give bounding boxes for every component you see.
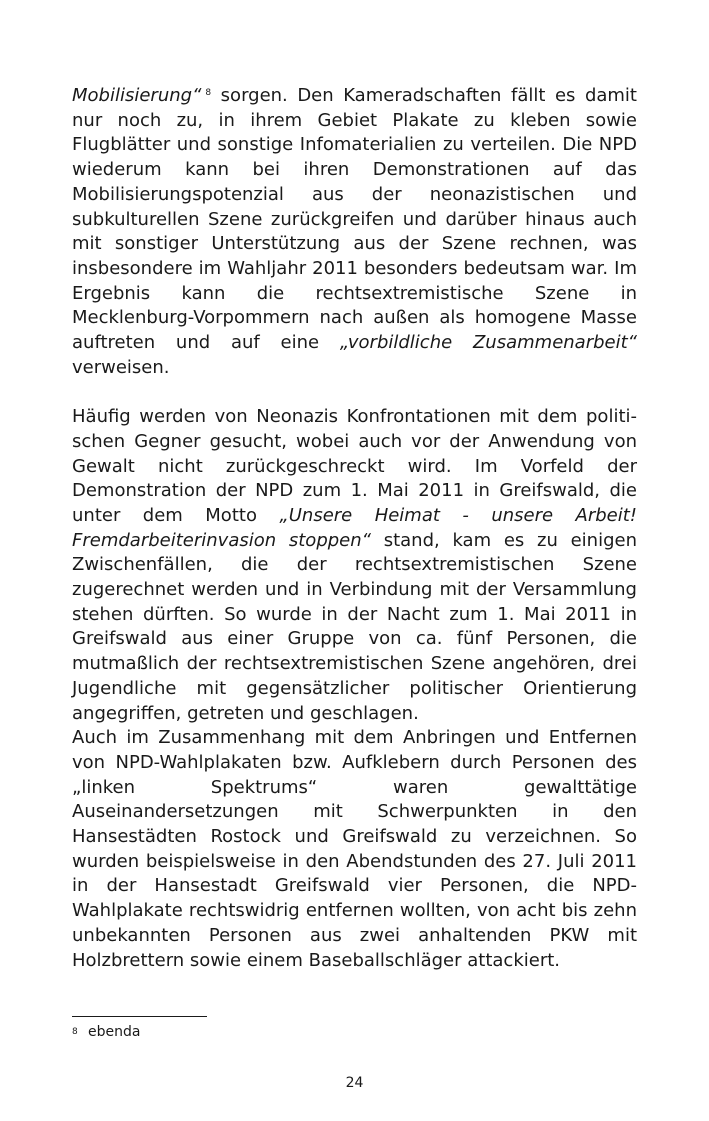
paragraph-text-continued: stand, kam es zu einigen Zwischenfällen, die der rechtsextremistischen Szene zugerechnet werden und in Verbindung mit der Versammlung stehen dürften. So wurde in der Nacht zum 1. Mai 2011 in Greifswald aus einer Gruppe von ca. fünf Personen, die mutmaßlich der rechtsextremistischen Szene angehören, drei Jugendliche mit gegensätzlicher politischer Orientierung angegriffen, getreten und geschlagen.	[72, 529, 637, 724]
page-body	[72, 84, 637, 973]
paragraph-text: Auch im Zusammenhang mit dem Anbringen und Entfernen von NPD-Wahlplakaten bzw. Aufklebern durch Personen des „linken Spektrums“ waren gewalttätige Auseinandersetzungen mit Schwerpunkten in den Hansestädten Rostock und Greifswald zu verzeichnen. So wurden beispielsweise in den Abendstunden des 27. Juli 2011 in der Hansestadt Greifswald vier Personen, die NPD-Wahlplakate rechtswidrig entfernen wollten, von acht bis zehn unbekannten Personen aus zwei anhaltenden PKW mit Holzbrettern sowie einem Baseballschläger attackiert.	[72, 727, 637, 971]
paragraph-text: Häufig werden von Neonazis Konfrontationen mit dem politischen Gegner gesucht, wobei auch vor der Anwendung von Gewalt nicht zurückgeschreckt wird. Im Vorfeld der Demonstration der NPD zum 1. Mai 2011 in Greifswald, die unter dem Motto	[72, 406, 637, 526]
footnote-reference[interactable]: 8	[205, 88, 212, 98]
page-number: 24	[345, 1075, 364, 1091]
paragraph-konfrontationen	[72, 405, 637, 726]
paragraph-spacer	[72, 380, 637, 405]
italic-motto: „Unsere Heimat - unsere Arbeit! Fremdarbeiterinvasion stoppen“	[72, 504, 637, 551]
footnote-number: 8	[72, 1027, 78, 1037]
paragraph-text-end: verweisen.	[72, 356, 170, 378]
footnote	[72, 1022, 637, 1042]
italic-term: Mobilisierung“	[72, 85, 202, 106]
paragraph-wahlplakate	[72, 726, 637, 973]
footnote-text: ebenda	[88, 1024, 141, 1040]
paragraph-text: sorgen. Den Kameradschaften fällt es damit nur noch zu, in ihrem Gebiet Plakate zu kleben sowie Flugblätter und sonstige Infomaterialien zu verteilen. Die NPD wiederum kann bei ihren Demonstrationen auf das Mobilisierungspotenzial aus der neonazistischen und subkulturellen Szene zurückgreifen und darüber hinaus auch mit sonstiger Unterstützung aus der Szene rechnen, was insbesondere im Wahljahr 2011 besonders bedeutsam war. Im Ergebnis kann die rechtsextremistische Szene in Mecklenburg-Vorpommern nach außen als homogene Masse auftreten und auf eine	[72, 85, 637, 354]
footnote-divider	[72, 1016, 207, 1017]
italic-quote: „vorbildliche Zusammenarbeit“	[339, 332, 637, 354]
paragraph-mobilisierung	[72, 84, 637, 380]
